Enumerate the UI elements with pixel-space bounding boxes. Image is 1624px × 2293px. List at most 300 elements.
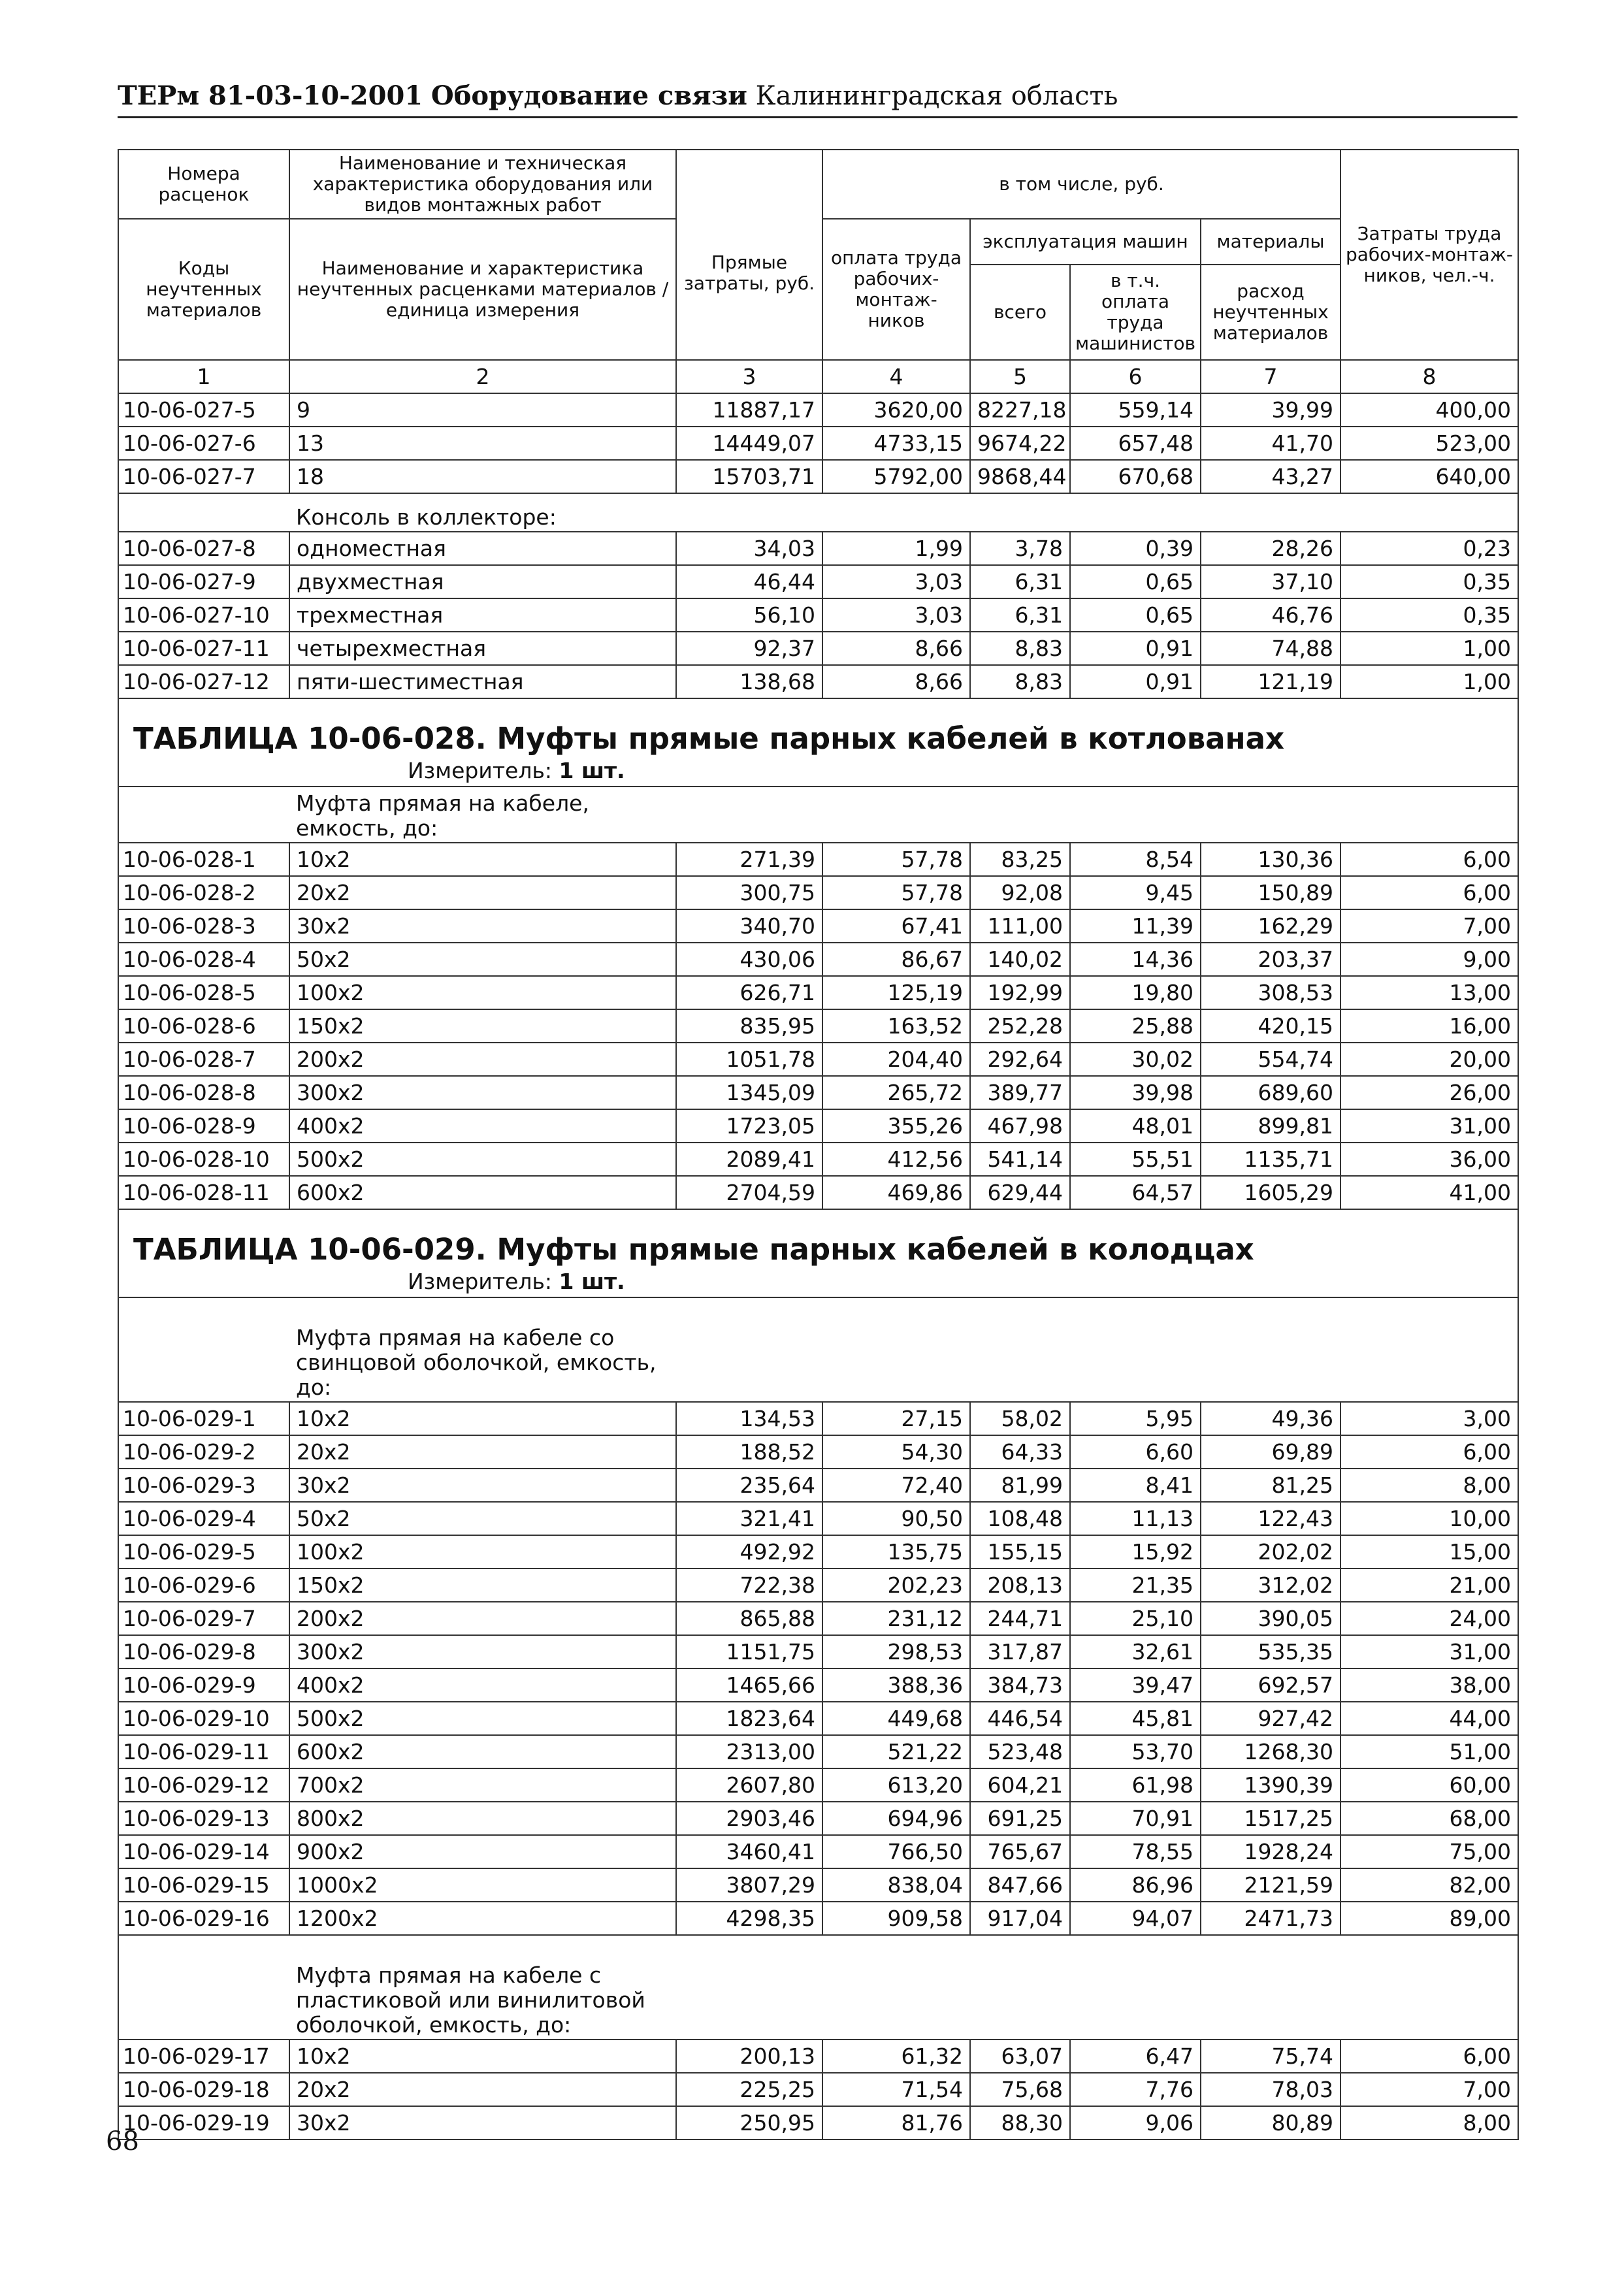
value-cell: 8,00 (1340, 1469, 1518, 1502)
value-cell: 2607,80 (676, 1768, 822, 1802)
rate-code: 10-06-028-1 (118, 843, 289, 876)
rate-name: 20x2 (289, 1435, 676, 1469)
value-cell: 292,64 (970, 1043, 1070, 1076)
value-cell: 10,00 (1340, 1502, 1518, 1535)
value-cell: 67,41 (822, 909, 970, 943)
subheading-spacer (118, 1935, 289, 2040)
value-cell: 89,00 (1340, 1902, 1518, 1935)
value-cell: 1151,75 (676, 1635, 822, 1668)
value-cell: 44,00 (1340, 1702, 1518, 1735)
value-cell: 250,95 (676, 2106, 822, 2139)
subheading-text: Муфта прямая на кабеле со свинцовой оболочкой, емкость, до: (289, 1297, 676, 1402)
rate-code: 10-06-028-4 (118, 943, 289, 976)
value-cell: 388,36 (822, 1668, 970, 1702)
value-cell: 694,96 (822, 1802, 970, 1835)
rate-name: 200x2 (289, 1043, 676, 1076)
value-cell: 535,35 (1201, 1635, 1340, 1668)
value-cell: 58,02 (970, 1402, 1070, 1435)
rate-name: пяти-шестиместная (289, 665, 676, 698)
rate-name: 20x2 (289, 2073, 676, 2106)
value-cell: 0,65 (1070, 598, 1201, 632)
rate-code: 10-06-028-11 (118, 1176, 289, 1209)
value-cell: 2704,59 (676, 1176, 822, 1209)
value-cell: 203,37 (1201, 943, 1340, 976)
value-cell: 0,91 (1070, 665, 1201, 698)
value-cell: 135,75 (822, 1535, 970, 1569)
running-header (118, 80, 1518, 118)
value-cell: 1345,09 (676, 1076, 822, 1109)
page-number: 68 (106, 2126, 139, 2156)
table-row (118, 1569, 1518, 1602)
value-cell: 202,23 (822, 1569, 970, 1602)
value-cell: 92,37 (676, 632, 822, 665)
value-cell: 244,71 (970, 1602, 1070, 1635)
value-cell: 265,72 (822, 1076, 970, 1109)
value-cell: 43,27 (1201, 460, 1340, 493)
value-cell: 835,95 (676, 1009, 822, 1043)
rate-name: 100x2 (289, 976, 676, 1009)
rate-name: 600x2 (289, 1735, 676, 1768)
table-row (118, 393, 1518, 427)
value-cell: 192,99 (970, 976, 1070, 1009)
value-cell: 71,54 (822, 2073, 970, 2106)
value-cell: 202,02 (1201, 1535, 1340, 1569)
rate-code: 10-06-028-2 (118, 876, 289, 909)
value-cell: 6,60 (1070, 1435, 1201, 1469)
table-heading: Муфты прямые парных кабелей в котлованах (496, 721, 1285, 756)
rate-name: 200x2 (289, 1602, 676, 1635)
value-cell: 27,15 (822, 1402, 970, 1435)
table-row (118, 909, 1518, 943)
header-row-1 (118, 150, 1518, 219)
value-cell: 28,26 (1201, 532, 1340, 565)
value-cell: 83,25 (970, 843, 1070, 876)
value-cell: 14449,07 (676, 427, 822, 460)
value-cell: 9868,44 (970, 460, 1070, 493)
value-cell: 8,83 (970, 665, 1070, 698)
value-cell: 766,50 (822, 1835, 970, 1868)
value-cell: 8,66 (822, 665, 970, 698)
value-cell: 235,64 (676, 1469, 822, 1502)
table-row (118, 1635, 1518, 1668)
value-cell: 55,51 (1070, 1143, 1201, 1176)
value-cell: 81,99 (970, 1469, 1070, 1502)
rates-table (118, 149, 1519, 2140)
rate-code: 10-06-029-10 (118, 1702, 289, 1735)
value-cell: 15,92 (1070, 1535, 1201, 1569)
value-cell: 1823,64 (676, 1702, 822, 1735)
rate-code: 10-06-027-11 (118, 632, 289, 665)
value-cell: 11,39 (1070, 909, 1201, 943)
value-cell: 0,65 (1070, 565, 1201, 598)
subheading-row (118, 787, 1518, 843)
value-cell: 8227,18 (970, 393, 1070, 427)
value-cell: 72,40 (822, 1469, 970, 1502)
rate-name: 150x2 (289, 1009, 676, 1043)
value-cell: 51,00 (1340, 1735, 1518, 1768)
rate-code: 10-06-029-7 (118, 1602, 289, 1635)
rate-name: 50x2 (289, 1502, 676, 1535)
value-cell: 21,35 (1070, 1569, 1201, 1602)
col1-bottom: Коды неучтенных материалов (118, 219, 289, 360)
subheading-spacer (676, 787, 1518, 843)
value-cell: 2903,46 (676, 1802, 822, 1835)
table-row (118, 943, 1518, 976)
value-cell: 70,91 (1070, 1802, 1201, 1835)
value-cell: 3,00 (1340, 1402, 1518, 1435)
rate-code: 10-06-029-13 (118, 1802, 289, 1835)
table-row (118, 1009, 1518, 1043)
table-row (118, 1802, 1518, 1835)
rate-code: 10-06-027-7 (118, 460, 289, 493)
value-cell: 1605,29 (1201, 1176, 1340, 1209)
value-cell: 32,61 (1070, 1635, 1201, 1668)
subheading-text: Консоль в коллекторе: (289, 493, 676, 532)
unit-row (118, 1267, 1518, 1297)
rate-name: 18 (289, 460, 676, 493)
table-row (118, 1076, 1518, 1109)
value-cell: 1928,24 (1201, 1835, 1340, 1868)
value-cell: 917,04 (970, 1902, 1070, 1935)
value-cell: 68,00 (1340, 1802, 1518, 1835)
value-cell: 4298,35 (676, 1902, 822, 1935)
value-cell: 74,88 (1201, 632, 1340, 665)
value-cell: 46,76 (1201, 598, 1340, 632)
value-cell: 86,96 (1070, 1868, 1201, 1902)
table-row (118, 976, 1518, 1009)
value-cell: 34,03 (676, 532, 822, 565)
table-row (118, 598, 1518, 632)
rate-code: 10-06-029-4 (118, 1502, 289, 1535)
header-region: Калининградская область (755, 81, 1118, 111)
value-cell: 61,32 (822, 2040, 970, 2073)
rate-name: 50x2 (289, 943, 676, 976)
value-cell: 7,00 (1340, 909, 1518, 943)
rate-code: 10-06-029-8 (118, 1635, 289, 1668)
value-cell: 6,00 (1340, 2040, 1518, 2073)
value-cell: 9,45 (1070, 876, 1201, 909)
value-cell: 355,26 (822, 1109, 970, 1143)
value-cell: 927,42 (1201, 1702, 1340, 1735)
value-cell: 90,50 (822, 1502, 970, 1535)
rate-name: 400x2 (289, 1668, 676, 1702)
unit-row (118, 756, 1518, 787)
value-cell: 6,47 (1070, 2040, 1201, 2073)
table-row (118, 1668, 1518, 1702)
value-cell: 26,00 (1340, 1076, 1518, 1109)
table-row (118, 1043, 1518, 1076)
rate-code: 10-06-029-18 (118, 2073, 289, 2106)
value-cell: 629,44 (970, 1176, 1070, 1209)
value-cell: 0,35 (1340, 598, 1518, 632)
value-cell: 11887,17 (676, 393, 822, 427)
rate-name: 10x2 (289, 2040, 676, 2073)
value-cell: 19,80 (1070, 976, 1201, 1009)
value-cell: 692,57 (1201, 1668, 1340, 1702)
rate-code: 10-06-029-17 (118, 2040, 289, 2073)
value-cell: 48,01 (1070, 1109, 1201, 1143)
value-cell: 155,15 (970, 1535, 1070, 1569)
value-cell: 1465,66 (676, 1668, 822, 1702)
rate-name: двухместная (289, 565, 676, 598)
value-cell: 1051,78 (676, 1043, 822, 1076)
value-cell: 554,74 (1201, 1043, 1340, 1076)
rate-name: 1000x2 (289, 1868, 676, 1902)
value-cell: 469,86 (822, 1176, 970, 1209)
value-cell: 7,00 (1340, 2073, 1518, 2106)
table-row (118, 1402, 1518, 1435)
subheading-spacer (118, 787, 289, 843)
value-cell: 3,03 (822, 598, 970, 632)
value-cell: 46,44 (676, 565, 822, 598)
col-number: 6 (1070, 360, 1201, 393)
rate-code: 10-06-029-11 (118, 1735, 289, 1768)
value-cell: 31,00 (1340, 1109, 1518, 1143)
rate-code: 10-06-029-1 (118, 1402, 289, 1435)
rate-code: 10-06-028-10 (118, 1143, 289, 1176)
rate-name: 13 (289, 427, 676, 460)
value-cell: 36,00 (1340, 1143, 1518, 1176)
rate-name: 150x2 (289, 1569, 676, 1602)
unit-value: 1 шт. (559, 1269, 625, 1294)
value-cell: 3807,29 (676, 1868, 822, 1902)
col6-header: в т.ч. оплата труда машинистов (1070, 265, 1201, 360)
header-title: Оборудование связи (430, 80, 747, 111)
value-cell: 865,88 (676, 1602, 822, 1635)
value-cell: 86,67 (822, 943, 970, 976)
rate-code: 10-06-027-8 (118, 532, 289, 565)
subheading-spacer (676, 493, 1518, 532)
value-cell: 54,30 (822, 1435, 970, 1469)
value-cell: 1268,30 (1201, 1735, 1340, 1768)
table-row (118, 1109, 1518, 1143)
value-cell: 121,19 (1201, 665, 1340, 698)
value-cell: 9,06 (1070, 2106, 1201, 2139)
value-cell: 45,81 (1070, 1702, 1201, 1735)
value-cell: 60,00 (1340, 1768, 1518, 1802)
value-cell: 1135,71 (1201, 1143, 1340, 1176)
table-title (118, 1209, 1518, 1267)
rate-code: 10-06-028-8 (118, 1076, 289, 1109)
value-cell: 559,14 (1070, 393, 1201, 427)
table-row (118, 1176, 1518, 1209)
value-cell: 38,00 (1340, 1668, 1518, 1702)
value-cell: 11,13 (1070, 1502, 1201, 1535)
col8-header: Затраты труда рабочих-монтаж-ников, чел.-ч. (1340, 150, 1518, 360)
col-number: 7 (1201, 360, 1340, 393)
table-body (118, 150, 1518, 2139)
value-cell: 69,89 (1201, 1435, 1340, 1469)
value-cell: 5,95 (1070, 1402, 1201, 1435)
table-row (118, 532, 1518, 565)
value-cell: 88,30 (970, 2106, 1070, 2139)
value-cell: 31,00 (1340, 1635, 1518, 1668)
table-row (118, 1768, 1518, 1802)
value-cell: 225,25 (676, 2073, 822, 2106)
value-cell: 8,00 (1340, 2106, 1518, 2139)
unit-value: 1 шт. (559, 758, 625, 783)
value-cell: 657,48 (1070, 427, 1201, 460)
value-cell: 0,35 (1340, 565, 1518, 598)
value-cell: 162,29 (1201, 909, 1340, 943)
table-row (118, 632, 1518, 665)
value-cell: 15703,71 (676, 460, 822, 493)
materials-header: материалы (1201, 219, 1340, 265)
value-cell: 384,73 (970, 1668, 1070, 1702)
subheading-spacer (118, 1297, 289, 1402)
col-number: 4 (822, 360, 970, 393)
value-cell: 30,02 (1070, 1043, 1201, 1076)
value-cell: 63,07 (970, 2040, 1070, 2073)
col1-top: Номера расценок (118, 150, 289, 219)
col4-header: оплата труда рабочих-монтаж-ников (822, 219, 970, 360)
table-row (118, 876, 1518, 909)
value-cell: 231,12 (822, 1602, 970, 1635)
rate-code: 10-06-027-9 (118, 565, 289, 598)
rate-name: 600x2 (289, 1176, 676, 1209)
value-cell: 20,00 (1340, 1043, 1518, 1076)
value-cell: 64,57 (1070, 1176, 1201, 1209)
table-row (118, 2073, 1518, 2106)
table-title-row (118, 1209, 1518, 1267)
value-cell: 57,78 (822, 876, 970, 909)
col-number: 1 (118, 360, 289, 393)
rate-name: одноместная (289, 532, 676, 565)
rate-name: 30x2 (289, 909, 676, 943)
value-cell: 24,00 (1340, 1602, 1518, 1635)
rate-code: 10-06-027-5 (118, 393, 289, 427)
value-cell: 3460,41 (676, 1835, 822, 1868)
value-cell: 8,54 (1070, 843, 1201, 876)
value-cell: 200,13 (676, 2040, 822, 2073)
rate-code: 10-06-027-6 (118, 427, 289, 460)
value-cell: 134,53 (676, 1402, 822, 1435)
value-cell: 39,99 (1201, 393, 1340, 427)
value-cell: 15,00 (1340, 1535, 1518, 1569)
rate-name: 30x2 (289, 1469, 676, 1502)
value-cell: 140,02 (970, 943, 1070, 976)
value-cell: 81,76 (822, 2106, 970, 2139)
rate-code: 10-06-028-9 (118, 1109, 289, 1143)
table-row (118, 1535, 1518, 1569)
subheading-spacer (676, 1297, 1518, 1402)
value-cell: 0,91 (1070, 632, 1201, 665)
table-row (118, 1868, 1518, 1902)
value-cell: 78,03 (1201, 2073, 1340, 2106)
value-cell: 1723,05 (676, 1109, 822, 1143)
rate-name: 400x2 (289, 1109, 676, 1143)
rate-code: 10-06-029-6 (118, 1569, 289, 1602)
value-cell: 108,48 (970, 1502, 1070, 1535)
table-row (118, 1602, 1518, 1635)
rate-name: 800x2 (289, 1802, 676, 1835)
value-cell: 1390,39 (1201, 1768, 1340, 1802)
value-cell: 122,43 (1201, 1502, 1340, 1535)
col-number: 8 (1340, 360, 1518, 393)
rate-name: 500x2 (289, 1702, 676, 1735)
table-row (118, 2040, 1518, 2073)
rate-code: 10-06-029-9 (118, 1668, 289, 1702)
value-cell: 847,66 (970, 1868, 1070, 1902)
table-row (118, 1143, 1518, 1176)
value-cell: 6,00 (1340, 843, 1518, 876)
value-cell: 312,02 (1201, 1569, 1340, 1602)
col3-header: Прямые затраты, руб. (676, 150, 822, 360)
rate-name: 10x2 (289, 843, 676, 876)
value-cell: 446,54 (970, 1702, 1070, 1735)
value-cell: 81,25 (1201, 1469, 1340, 1502)
value-cell: 75,00 (1340, 1835, 1518, 1868)
rate-code: 10-06-029-15 (118, 1868, 289, 1902)
value-cell: 78,55 (1070, 1835, 1201, 1868)
table-row (118, 460, 1518, 493)
value-cell: 92,08 (970, 876, 1070, 909)
value-cell: 604,21 (970, 1768, 1070, 1802)
value-cell: 138,68 (676, 665, 822, 698)
rate-code: 10-06-028-5 (118, 976, 289, 1009)
col7-header: расход неучтенных материалов (1201, 265, 1340, 360)
value-cell: 21,00 (1340, 1569, 1518, 1602)
value-cell: 64,33 (970, 1435, 1070, 1469)
value-cell: 2313,00 (676, 1735, 822, 1768)
value-cell: 125,19 (822, 976, 970, 1009)
rate-code: 10-06-029-16 (118, 1902, 289, 1935)
value-cell: 521,22 (822, 1735, 970, 1768)
value-cell: 37,10 (1201, 565, 1340, 598)
rate-code: 10-06-027-10 (118, 598, 289, 632)
value-cell: 626,71 (676, 976, 822, 1009)
rate-name: трехместная (289, 598, 676, 632)
value-cell: 1,99 (822, 532, 970, 565)
value-cell: 8,41 (1070, 1469, 1201, 1502)
rate-code: 10-06-029-19 (118, 2106, 289, 2139)
value-cell: 39,98 (1070, 1076, 1201, 1109)
value-cell: 14,36 (1070, 943, 1201, 976)
rate-code: 10-06-028-6 (118, 1009, 289, 1043)
rate-name: 10x2 (289, 1402, 676, 1435)
unit-label: Измеритель: (408, 758, 553, 783)
value-cell: 9,00 (1340, 943, 1518, 976)
table-row (118, 427, 1518, 460)
value-cell: 2121,59 (1201, 1868, 1340, 1902)
value-cell: 49,36 (1201, 1402, 1340, 1435)
value-cell: 838,04 (822, 1868, 970, 1902)
value-cell: 2471,73 (1201, 1902, 1340, 1935)
value-cell: 0,23 (1340, 532, 1518, 565)
column-numbers-row (118, 360, 1518, 393)
value-cell: 163,52 (822, 1009, 970, 1043)
value-cell: 75,68 (970, 2073, 1070, 2106)
rate-name: 9 (289, 393, 676, 427)
value-cell: 111,00 (970, 909, 1070, 943)
value-cell: 8,83 (970, 632, 1070, 665)
col2-bottom: Наименование и характеристика неучтенных расценками материалов / единица измерения (289, 219, 676, 360)
table-row (118, 1469, 1518, 1502)
value-cell: 308,53 (1201, 976, 1340, 1009)
col-number: 2 (289, 360, 676, 393)
rate-name: 700x2 (289, 1768, 676, 1802)
rate-name: 300x2 (289, 1076, 676, 1109)
value-cell: 899,81 (1201, 1109, 1340, 1143)
table-title-row (118, 698, 1518, 756)
header-code: ТЕРм 81-03-10-2001 (118, 80, 423, 111)
group-header: в том числе, руб. (822, 150, 1340, 219)
table-row (118, 565, 1518, 598)
value-cell: 16,00 (1340, 1009, 1518, 1043)
col5-header: всего (970, 265, 1070, 360)
value-cell: 467,98 (970, 1109, 1070, 1143)
value-cell: 7,76 (1070, 2073, 1201, 2106)
